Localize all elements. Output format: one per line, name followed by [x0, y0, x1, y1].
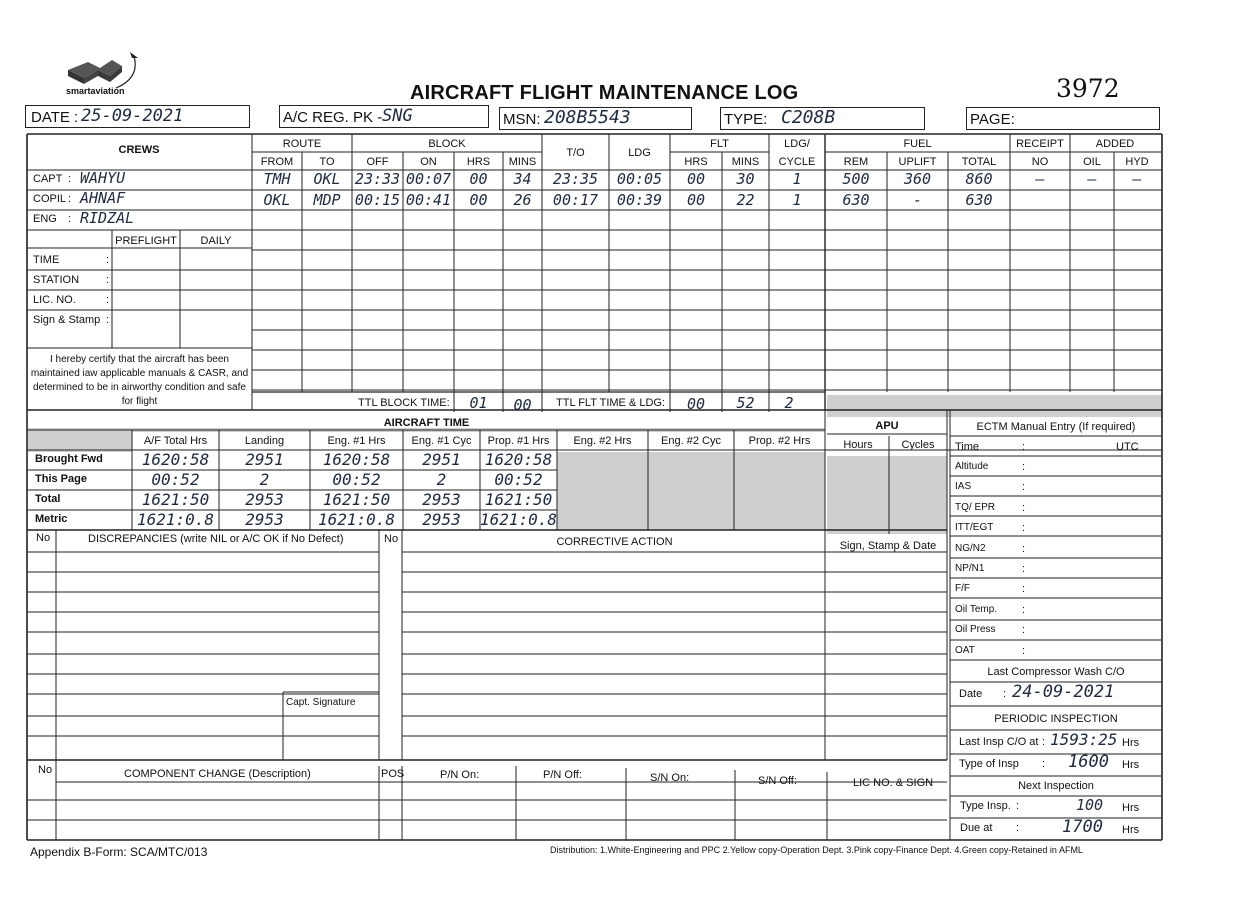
- shaded-cell: [557, 452, 825, 530]
- aircraft-time-value[interactable]: 1621:50: [322, 490, 391, 509]
- aircraft-time-row-label: Brought Fwd: [35, 453, 103, 465]
- next-type-label: Type Insp.: [960, 800, 1011, 812]
- certify-text: [27, 353, 252, 409]
- capt-label: CAPT: [33, 173, 63, 185]
- added-header: ADDED: [1095, 138, 1135, 150]
- aircraft-time-col-5: Eng. #2 Hrs: [573, 435, 632, 447]
- flight-cell-on[interactable]: 00:07: [405, 170, 452, 188]
- aircraft-time-value[interactable]: 00:52: [494, 470, 543, 489]
- ttl-block-label: TTL BLOCK TIME:: [358, 397, 450, 409]
- sub-on: ON: [420, 156, 437, 168]
- page-label: PAGE:: [970, 111, 1015, 128]
- takeoff-header: T/O: [566, 147, 585, 159]
- flight-cell-cycle[interactable]: 1: [792, 170, 802, 188]
- form-reference: Appendix B-Form: SCA/MTC/013: [30, 845, 208, 859]
- certify-line-1: I hereby certify that the aircraft has been: [50, 354, 229, 365]
- aircraft-time-value[interactable]: 2: [259, 470, 270, 489]
- sub-oil: OIL: [1083, 156, 1101, 168]
- sub-rem: REM: [843, 156, 869, 168]
- shaded-cell: [827, 395, 1162, 417]
- aircraft-time-col-4: Prop. #1 Hrs: [487, 435, 550, 447]
- aircraft-time-value[interactable]: 1620:58: [141, 450, 210, 469]
- ectm-time-label: Time: [955, 441, 980, 453]
- due-unit: Hrs: [1122, 824, 1140, 836]
- ectm-field-label: IAS: [955, 481, 972, 493]
- sub-total: TOTAL: [961, 156, 997, 168]
- flight-cell-rem[interactable]: 630: [842, 191, 870, 209]
- certify-line-2: maintained iaw applicable manuals & CASR, and: [30, 368, 249, 379]
- ectm-field-label: OAT: [955, 644, 975, 656]
- page-title: AIRCRAFT FLIGHT MAINTENANCE LOG: [410, 82, 799, 104]
- pn-off-label: P/N Off:: [543, 769, 582, 781]
- sub-off: OFF: [366, 156, 389, 168]
- lic-label: LIC. NO.: [33, 294, 76, 306]
- aircraft-time-row-label: This Page: [35, 473, 87, 485]
- aircraft-time-col-6: Eng. #2 Cyc: [661, 435, 721, 447]
- pos-label: POS: [381, 768, 405, 780]
- aircraft-time-value[interactable]: 1621:0.8: [480, 510, 558, 529]
- flight-cell-oil[interactable]: —: [1087, 170, 1097, 188]
- ectm-field-colon: :: [1022, 481, 1026, 494]
- sn-on-label: S/N On:: [650, 772, 690, 784]
- discrepancies-header: DISCREPANCIES (write NIL or A/C OK if No Defect): [88, 533, 344, 545]
- aircraft-time-value[interactable]: 1621:0.8: [317, 510, 396, 529]
- flight-cell-to[interactable]: OKL: [313, 170, 341, 188]
- daily-label: DAILY: [200, 235, 232, 247]
- aircraft-time-value[interactable]: 1621:50: [484, 490, 553, 509]
- distribution-note: Distribution: 1.White-Engineering and PPC 2.Yellow copy-Operation Dept. 3.Pink copy-Finance Dept. 4.Green copy-Retained in AFML: [550, 845, 1083, 855]
- copil-colon: :: [68, 193, 72, 205]
- flight-cell-ldg[interactable]: 00:39: [616, 191, 663, 209]
- ectm-field-colon: :: [1022, 461, 1026, 473]
- ldg-cycle-header-2: CYCLE: [778, 156, 816, 168]
- time-label: TIME: [33, 254, 60, 266]
- fuel-header: FUEL: [903, 138, 932, 150]
- next-type-unit: Hrs: [1122, 802, 1140, 814]
- receipt-header-1: RECEIPT: [1016, 138, 1064, 150]
- apu-cycles-label: Cycles: [901, 439, 935, 451]
- aircraft-time-value[interactable]: 2953: [422, 490, 461, 509]
- sign-stamp-date-header: Sign, Stamp & Date: [839, 540, 937, 552]
- ectm-field-label: Oil Press: [955, 624, 996, 636]
- colon-sign: :: [106, 314, 110, 326]
- certify-line-4: for flight: [121, 396, 158, 407]
- sub-flt-hrs: HRS: [684, 156, 708, 168]
- ectm-field-colon: :: [1022, 542, 1026, 555]
- last-insp-colon: :: [1042, 736, 1046, 748]
- ectm-header: ECTM Manual Entry (If required): [976, 421, 1136, 433]
- ttl-block-mins[interactable]: 00: [513, 396, 532, 414]
- receipt-header-2: NO: [1031, 156, 1049, 168]
- due-colon: :: [1016, 822, 1020, 834]
- flight-cell-receipt[interactable]: —: [1035, 170, 1045, 188]
- brand-name: smartaviation: [66, 86, 125, 96]
- shaded-cell: [827, 456, 947, 534]
- sub-to: TO: [319, 156, 335, 168]
- ectm-field-label: NP/N1: [955, 563, 985, 574]
- sub-hyd: HYD: [1125, 156, 1149, 168]
- reg-label: A/C REG. PK -: [283, 109, 383, 126]
- aircraft-time-row-label: Total: [35, 493, 61, 505]
- pn-on-label: P/N On:: [440, 769, 480, 781]
- capt-colon: :: [68, 173, 72, 185]
- sn-off-label: S/N Off:: [758, 775, 797, 787]
- sign-stamp-label: Sign & Stamp: [33, 314, 101, 326]
- flight-cell-from[interactable]: TMH: [263, 170, 291, 188]
- flight-cell-to[interactable]: MDP: [313, 191, 341, 209]
- flight-cell-flt-hrs[interactable]: 00: [686, 170, 706, 188]
- flight-cell-flt-hrs[interactable]: 00: [686, 191, 706, 209]
- flt-header: FLT: [710, 138, 729, 150]
- aircraft-time-value[interactable]: 2: [436, 470, 447, 489]
- flight-cell-off[interactable]: 00:15: [354, 191, 401, 209]
- sub-from: FROM: [260, 156, 294, 168]
- periodic-header: PERIODIC INSPECTION: [994, 713, 1118, 725]
- flight-cell-flt-mins[interactable]: 30: [736, 170, 755, 188]
- flight-cell-cycle[interactable]: 1: [792, 191, 802, 209]
- flight-cell-uplift[interactable]: -: [912, 191, 923, 209]
- type-insp-colon: :: [1042, 758, 1046, 770]
- type-insp-value[interactable]: 1600: [1068, 752, 1109, 772]
- eng-value[interactable]: RIDZAL: [80, 209, 135, 227]
- date-label: DATE :: [31, 109, 79, 126]
- next-inspection-header: Next Inspection: [1018, 780, 1094, 792]
- due-value[interactable]: 1700: [1062, 817, 1103, 837]
- disc-no-label: No: [36, 532, 51, 544]
- landing-time-header: LDG: [628, 147, 651, 159]
- next-type-colon: :: [1016, 800, 1020, 812]
- date-value: 25-09-2021: [81, 106, 184, 126]
- aircraft-time-value[interactable]: 2953: [422, 510, 461, 529]
- ectm-field-colon: :: [1022, 563, 1026, 575]
- route-header: ROUTE: [282, 138, 322, 150]
- aircraft-time-value[interactable]: 1621:50: [141, 490, 210, 509]
- aircraft-time-value[interactable]: 2951: [245, 450, 284, 469]
- ectm-field-label: Oil Temp.: [955, 603, 998, 615]
- due-label: Due at: [960, 822, 993, 834]
- ectm-field-label: NG/N2: [955, 542, 986, 554]
- aircraft-time-value[interactable]: 2953: [245, 510, 284, 529]
- sub-mins: MINS: [508, 156, 537, 168]
- flight-cell-flt-mins[interactable]: 22: [736, 191, 755, 209]
- shaded-cell: [28, 432, 132, 452]
- reg-value: SNG: [382, 106, 413, 126]
- copil-label: COPIL: [33, 193, 67, 205]
- ectm-field-label: TQ/ EPR: [955, 501, 996, 513]
- ectm-field-colon: :: [1022, 522, 1026, 535]
- ldg-cycle-header-1: LDG/: [784, 138, 810, 150]
- msn-label: MSN:: [503, 111, 541, 128]
- flight-cell-uplift[interactable]: 360: [903, 170, 932, 188]
- block-header: BLOCK: [428, 138, 466, 150]
- apu-header: APU: [875, 420, 899, 432]
- flight-cell-takeoff[interactable]: 00:17: [552, 191, 599, 209]
- aircraft-time-header: AIRCRAFT TIME: [383, 417, 470, 429]
- aircraft-time-row-label: Metric: [35, 513, 68, 525]
- type-value: C208B: [781, 107, 836, 128]
- eng-label: ENG: [33, 213, 57, 225]
- ectm-field-colon: :: [1022, 603, 1026, 616]
- sub-hrs: HRS: [466, 156, 491, 168]
- flight-cell-from[interactable]: OKL: [263, 191, 291, 209]
- preflight-label: PREFLIGHT: [115, 235, 177, 247]
- aircraft-time-col-1: Landing: [244, 435, 285, 447]
- aircraft-time-value[interactable]: 00:52: [332, 470, 381, 489]
- wash-date-value[interactable]: 24-09-2021: [1012, 682, 1115, 702]
- flight-cell-total[interactable]: 630: [965, 191, 993, 209]
- ttl-flt-mins[interactable]: 52: [736, 394, 755, 412]
- ectm-field-label: ITT/EGT: [955, 522, 994, 534]
- ectm-utc-label: UTC: [1116, 441, 1139, 453]
- ectm-field-colon: :: [1022, 644, 1026, 657]
- flight-cell-mins[interactable]: 26: [513, 191, 532, 209]
- copil-value[interactable]: AHNAF: [80, 189, 126, 207]
- colon-time: :: [106, 254, 110, 266]
- ectm-field-label: F/F: [955, 583, 970, 595]
- ectm-time-colon: :: [1022, 441, 1026, 453]
- aircraft-time-value[interactable]: 2953: [245, 490, 284, 509]
- aircraft-time-value[interactable]: 1621:0.8: [136, 510, 215, 529]
- ttl-flt-hrs[interactable]: 00: [686, 395, 706, 413]
- aircraft-time-col-3: Eng. #1 Cyc: [411, 435, 472, 447]
- corrective-action-header: CORRECTIVE ACTION: [556, 536, 673, 548]
- flight-cell-off[interactable]: 23:33: [354, 170, 401, 188]
- aircraft-time-value[interactable]: 1620:58: [322, 450, 391, 469]
- aircraft-time-value[interactable]: 00:52: [151, 470, 200, 489]
- eng-colon: :: [68, 213, 72, 225]
- sub-uplift: UPLIFT: [898, 156, 937, 168]
- flight-cell-takeoff[interactable]: 23:35: [552, 170, 599, 188]
- aircraft-time-col-7: Prop. #2 Hrs: [748, 435, 811, 447]
- crews-header: CREWS: [118, 144, 160, 156]
- wash-date-colon: :: [1003, 688, 1007, 700]
- aircraft-time-value[interactable]: 2951: [422, 450, 461, 469]
- ectm-field-colon: :: [1022, 624, 1026, 637]
- flight-cell-on[interactable]: 00:41: [405, 191, 452, 209]
- last-wash-header: Last Compressor Wash C/O: [987, 666, 1125, 678]
- component-change-header: COMPONENT CHANGE (Description): [124, 768, 311, 780]
- ectm-field-colon: :: [1022, 501, 1026, 514]
- capt-signature-label: Capt. Signature: [286, 697, 356, 708]
- aircraft-time-col-0: A/F Total Hrs: [143, 435, 208, 447]
- type-insp-unit: Hrs: [1122, 759, 1140, 771]
- ectm-field-colon: :: [1022, 583, 1026, 596]
- ttl-flt-label: TTL FLT TIME & LDG:: [556, 397, 666, 409]
- colon-station: :: [106, 274, 110, 286]
- comp-no-label: No: [38, 764, 53, 776]
- flight-cell-mins[interactable]: 34: [513, 170, 532, 188]
- last-insp-label: Last Insp C/O at: [959, 736, 1039, 748]
- flight-cell-rem[interactable]: 500: [842, 170, 870, 188]
- msn-value: 208B5543: [544, 107, 631, 128]
- ttl-block-hrs[interactable]: 01: [469, 394, 488, 412]
- ectm-field-label: Altitude: [955, 461, 989, 472]
- corrective-no-label: No: [384, 533, 399, 545]
- flight-cell-ldg[interactable]: 00:05: [616, 170, 663, 188]
- flight-cell-hyd[interactable]: —: [1132, 170, 1142, 188]
- apu-hours-label: Hours: [843, 439, 873, 451]
- aircraft-time-value[interactable]: 1620:58: [484, 450, 553, 469]
- type-insp-label: Type of Insp: [959, 758, 1019, 770]
- station-label: STATION: [33, 274, 80, 286]
- capt-value[interactable]: WAHYU: [80, 169, 126, 187]
- flight-cell-total[interactable]: 860: [965, 170, 993, 188]
- type-label: TYPE:: [724, 111, 768, 128]
- flight-cell-hrs[interactable]: 00: [469, 170, 488, 188]
- sub-flt-mins: MINS: [731, 156, 760, 168]
- colon-lic: :: [106, 294, 110, 306]
- serial-number: 3972: [1056, 74, 1120, 103]
- aircraft-time-col-2: Eng. #1 Hrs: [327, 435, 386, 447]
- lic-sign-label: LIC NO. & SIGN: [853, 777, 934, 789]
- last-insp-unit: Hrs: [1122, 737, 1140, 749]
- wash-date-label: Date: [959, 688, 983, 700]
- flight-cell-hrs[interactable]: 00: [469, 191, 488, 209]
- certify-line-3: determined to be in airworthy condition and safe: [33, 382, 246, 393]
- ttl-ldg[interactable]: 2: [784, 394, 794, 412]
- next-type-value[interactable]: 100: [1076, 796, 1104, 814]
- last-insp-value[interactable]: 1593:25: [1050, 730, 1118, 749]
